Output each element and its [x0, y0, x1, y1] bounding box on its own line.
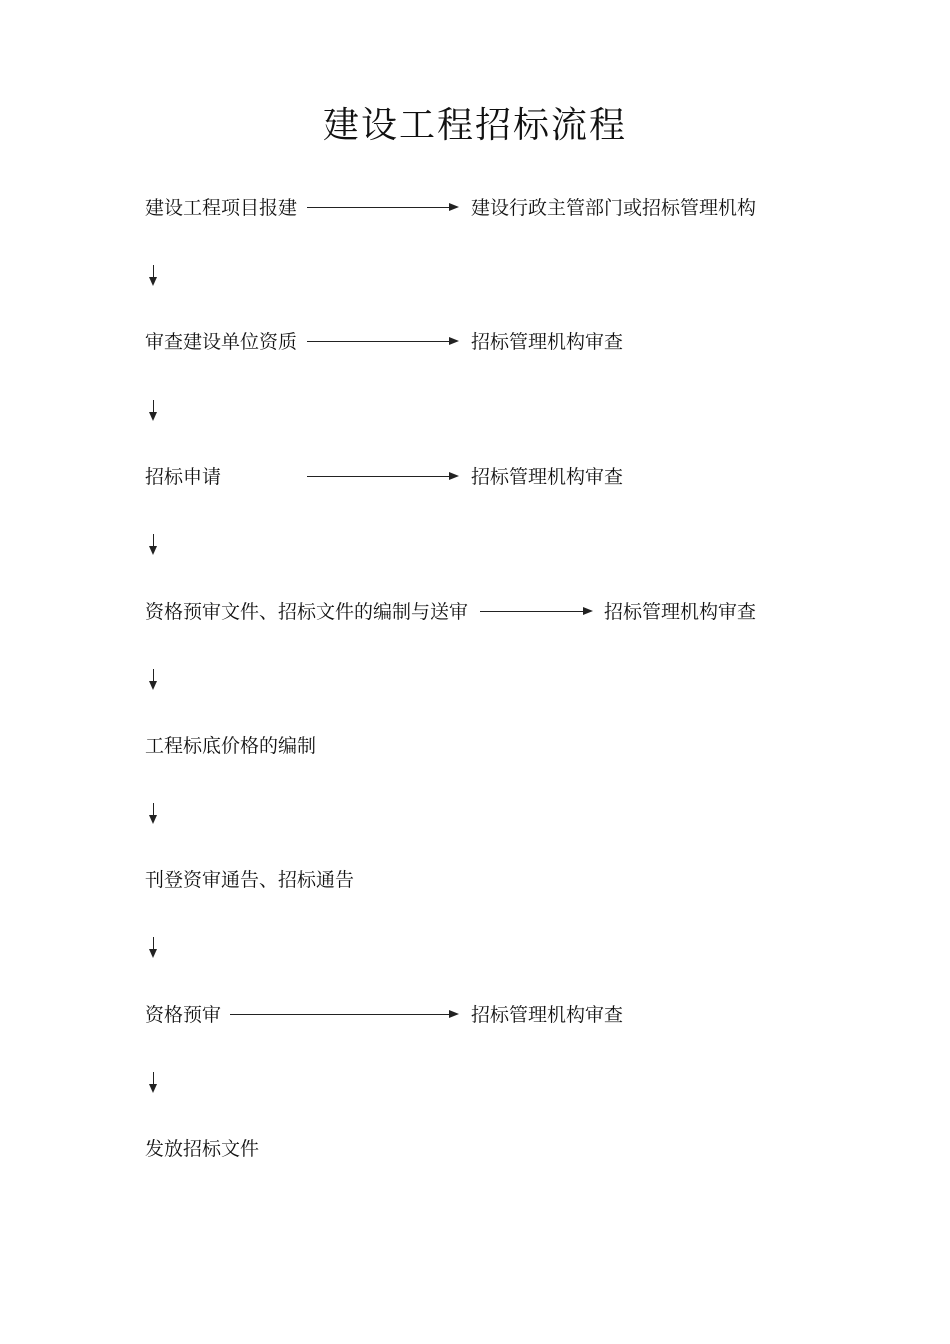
step-label: 资格预审文件、招标文件的编制与送审	[145, 601, 469, 623]
flow-step-8	[145, 1134, 765, 1164]
step-label: 发放招标文件	[145, 1138, 260, 1160]
step-label: 资格预审	[145, 1004, 222, 1026]
step-target-label: 招标管理机构审查	[471, 466, 624, 488]
down-arrow-icon	[147, 400, 161, 422]
flow-step-4	[145, 597, 765, 627]
step-label: 刊登资审通告、招标通告	[145, 869, 355, 891]
right-arrow-icon	[307, 476, 459, 478]
step-label: 工程标底价格的编制	[145, 735, 317, 757]
step-label: 审查建设单位资质	[145, 331, 298, 353]
step-label: 招标申请	[145, 466, 222, 488]
step-label: 建设工程项目报建	[145, 197, 298, 219]
step-target-label: 招标管理机构审查	[471, 331, 624, 353]
down-arrow-icon	[147, 534, 161, 556]
document-title: 建设工程招标流程	[322, 105, 627, 146]
flow-step-6	[145, 865, 765, 895]
flow-step-3	[145, 462, 765, 492]
right-arrow-icon	[307, 341, 459, 343]
step-target-label: 招标管理机构审查	[604, 601, 757, 623]
down-arrow-icon	[147, 669, 161, 691]
down-arrow-icon	[147, 937, 161, 959]
down-arrow-icon	[147, 265, 161, 287]
right-arrow-icon	[480, 611, 593, 613]
right-arrow-icon	[230, 1014, 459, 1016]
down-arrow-icon	[147, 803, 161, 825]
step-target-label: 招标管理机构审查	[471, 1004, 624, 1026]
step-target-label: 建设行政主管部门或招标管理机构	[471, 197, 757, 219]
right-arrow-icon	[307, 207, 459, 209]
down-arrow-icon	[147, 1072, 161, 1094]
flow-step-5	[145, 731, 765, 761]
flow-step-1	[145, 193, 765, 223]
flow-step-7	[145, 1000, 765, 1030]
flow-step-2	[145, 327, 765, 357]
